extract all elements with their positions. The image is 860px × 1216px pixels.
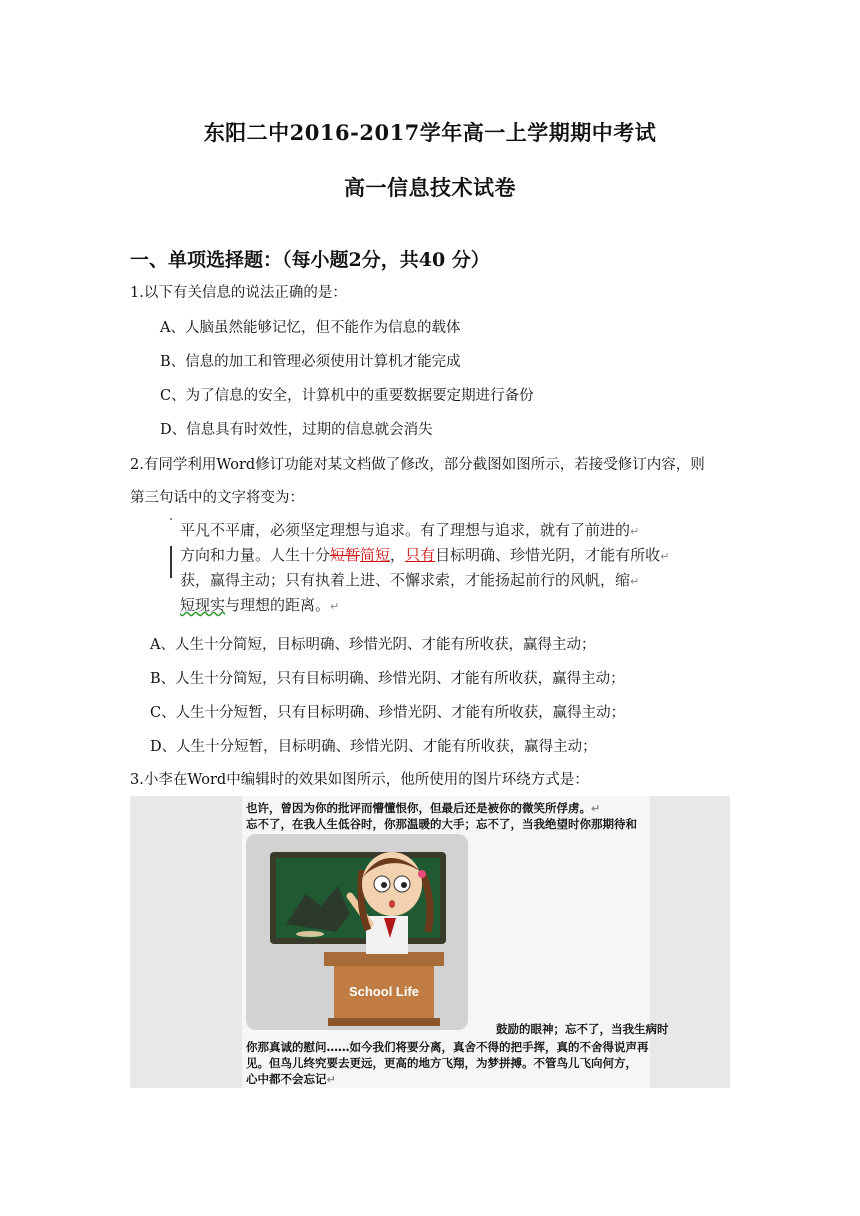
revision-line-4-text-a: 短现实 [180, 596, 226, 614]
question-1-option-c: C、为了信息的安全，计算机中的重要数据要定期进行备份 [160, 388, 534, 404]
wrap-text-line-3: 鼓励的眼神；忘不了，当我生病时 [496, 1022, 669, 1036]
revision-screenshot [170, 516, 670, 620]
question-1-option-a: A、人脑虽然能够记忆，但不能作为信息的载体 [160, 320, 461, 336]
paragraph-mark-icon: ↵ [326, 1073, 336, 1086]
revision-mark-dot [170, 518, 172, 520]
desk-base [328, 1018, 440, 1026]
question-3-stem: 3.小李在Word中编辑时的效果如图所示，他所使用的图片环绕方式是： [130, 772, 589, 788]
word-wrap-screenshot [130, 796, 730, 1088]
girl-pupil-left [381, 882, 387, 888]
question-1-stem: 1.以下有关信息的说法正确的是： [130, 285, 347, 301]
wrap-text-line-6-text: 心中都不会忘记 [246, 1072, 327, 1086]
revision-line-3-text: 获，赢得主动；只有执着上进、不懈求索，才能扬起前行的风帆，缩 [180, 571, 631, 589]
school-life-illustration [246, 834, 468, 1030]
exam-subtitle: 高一信息技术试卷 [344, 175, 516, 200]
question-2-option-d: D、人生十分短暂，目标明确、珍惜光阴、才能有所收获，赢得主动； [150, 739, 597, 755]
girl-mouth [389, 900, 395, 908]
revision-change-bar [170, 546, 172, 578]
girl-hair-bow [418, 870, 426, 878]
revision-deleted-text: 短暂 [330, 546, 361, 564]
revision-line-2-text-c: 目标明确、珍惜光阴，才能有所收 [435, 546, 661, 564]
revision-line-1-text: 平凡不平庸，必须坚定理想与追求。有了理想与追求，就有了前进的 [180, 521, 631, 539]
wrap-text-line-2: 忘不了，在我人生低谷时，你那温暖的大手；忘不了，当我绝望时你那期待和 [246, 817, 637, 831]
question-2-stem-line1: 2.有同学利用Word修订功能对某文档做了修改，部分截图如图所示，若接受修订内容，则 [130, 457, 705, 473]
paragraph-mark-icon: ↵ [630, 525, 640, 538]
revision-line-3 [180, 570, 639, 592]
question-2-option-b: B、人生十分简短，只有目标明确、珍惜光阴、才能有所收获，赢得主动； [150, 671, 625, 687]
question-2-option-c: C、人生十分短暂，只有目标明确、珍惜光阴、才能有所收获，赢得主动； [150, 705, 626, 721]
paragraph-mark-icon: ↵ [660, 550, 670, 563]
revision-line-4 [180, 595, 339, 617]
revision-line-2-text-a: 方向和力量。人生十分 [180, 546, 331, 564]
question-1-option-b: B、信息的加工和管理必须使用计算机才能完成 [160, 354, 461, 370]
revision-line-2-text-b: ， [390, 546, 406, 564]
wrap-text-line-6 [246, 1071, 336, 1088]
paragraph-mark-icon: ↵ [591, 802, 601, 815]
question-1-option-d: D、信息具有时效性，过期的信息就会消失 [160, 422, 433, 438]
wrap-text-line-5: 见。但鸟儿终究要去更远，更高的地方飞翔，为梦拼搏。不管鸟儿飞向何方， [246, 1056, 637, 1070]
revision-inserted-text: 简短 [360, 546, 391, 564]
wrap-text-line-1 [246, 800, 600, 817]
question-2-stem-line2: 第三句话中的文字将变为： [130, 490, 304, 506]
desk-label: School Life [348, 984, 420, 999]
revision-line-1 [180, 520, 639, 542]
girl-pupil-right [401, 882, 407, 888]
chalk-tray [296, 931, 324, 937]
paragraph-mark-icon: ↵ [330, 600, 340, 613]
paragraph-mark-icon: ↵ [630, 575, 640, 588]
desk-top [324, 952, 444, 966]
exam-title: 东阳二中2016-2017学年高一上学期期中考试 [203, 120, 657, 145]
section-heading: 一、单项选择题：（每小题2分，共40 分） [130, 249, 490, 271]
revision-line-4-text-b: 与理想的距离。 [225, 596, 331, 614]
school-life-picture [246, 834, 468, 1030]
revision-inserted-text-2: 只有 [405, 546, 436, 564]
wrap-text-line-1-text: 也许，曾因为你的批评而懵懂恨你，但最后还是被你的微笑所俘虏。 [246, 801, 591, 815]
wrap-text-line-4: 你那真诚的慰问……如今我们将要分离，真舍不得的把手挥，真的不舍得说声再 [246, 1040, 649, 1054]
revision-line-2 [180, 545, 669, 567]
question-2-option-a: A、人生十分简短，目标明确、珍惜光阴、才能有所收获，赢得主动； [150, 637, 596, 653]
